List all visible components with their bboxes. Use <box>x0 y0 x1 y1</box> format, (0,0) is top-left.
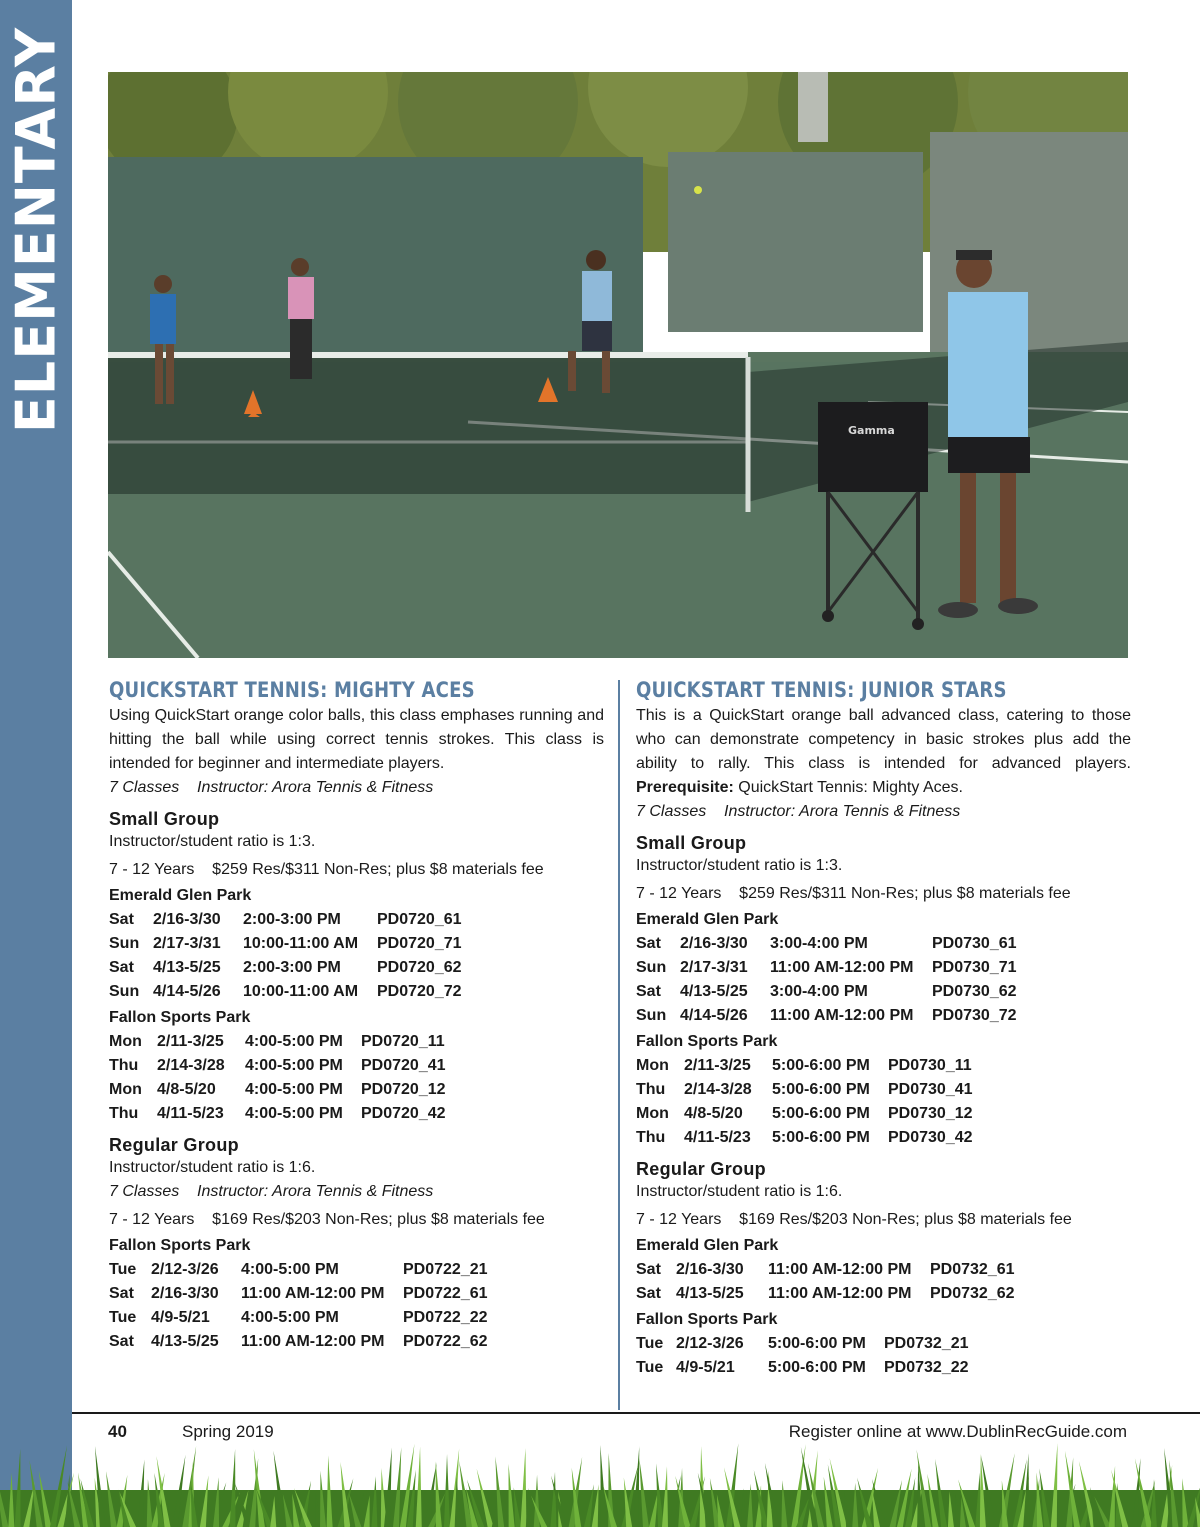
ratio-text: Instructor/student ratio is 1:6. <box>636 1183 843 1200</box>
class-title: QUICKSTART TENNIS: MIGHTY ACES <box>109 678 475 702</box>
page-number: 40 <box>108 1422 127 1441</box>
table-row: Sat 2/16-3/30 11:00 AM-12:00 PM PD0722_61 <box>109 1285 488 1302</box>
price-text: 7 - 12 Years $259 Res/$311 Non-Res; plus $8 materials fee <box>109 861 544 878</box>
park-name: Emerald Glen Park <box>636 1237 779 1254</box>
table-row: Thu 4/11-5/23 4:00-5:00 PM PD0720_42 <box>109 1105 446 1122</box>
price-text: 7 - 12 Years $169 Res/$203 Non-Res; plus $8 materials fee <box>636 1211 1072 1228</box>
ratio-text: Instructor/student ratio is 1:6. <box>109 1159 316 1176</box>
table-row: Mon 2/11-3/25 5:00-6:00 PM PD0730_11 <box>636 1057 972 1074</box>
section-label: ELEMENTARY <box>4 26 68 434</box>
small-group-heading: Small Group <box>636 833 747 853</box>
schedule-table <box>636 932 1017 1028</box>
table-row: Sat 2/16-3/30 11:00 AM-12:00 PM PD0732_61 <box>636 1261 1015 1278</box>
park-name: Emerald Glen Park <box>636 911 779 928</box>
small-group-heading: Small Group <box>109 809 220 829</box>
table-row: Sun 4/14-5/26 10:00-11:00 AM PD0720_72 <box>109 983 462 1000</box>
class-meta: 7 Classes Instructor: Arora Tennis & Fitness <box>109 779 434 796</box>
ratio-text: Instructor/student ratio is 1:3. <box>109 833 316 850</box>
class-mighty-aces <box>109 676 604 1354</box>
column-divider <box>618 680 620 1410</box>
regular-group-heading: Regular Group <box>636 1159 766 1179</box>
regular-group-heading: Regular Group <box>109 1135 239 1155</box>
table-row: Sun 4/14-5/26 11:00 AM-12:00 PM PD0730_72 <box>636 1007 1017 1024</box>
table-row: Mon 4/8-5/20 4:00-5:00 PM PD0720_12 <box>109 1081 446 1098</box>
class-junior-stars <box>636 676 1131 1380</box>
grass-decoration <box>0 1440 1200 1527</box>
schedule-table <box>109 1258 488 1354</box>
schedule-table <box>636 1332 969 1380</box>
price-text: 7 - 12 Years $259 Res/$311 Non-Res; plus $8 materials fee <box>636 885 1071 902</box>
park-name: Fallon Sports Park <box>109 1237 251 1254</box>
table-row: Tue 2/12-3/26 4:00-5:00 PM PD0722_21 <box>109 1261 488 1278</box>
description-text: This is a QuickStart orange ball advanced class, catering to those who can demonstrate competency in basic strokes plus add the ability to rally. This class is intended for advanced players. <box>636 707 1131 772</box>
table-row: Sat 4/13-5/25 11:00 AM-12:00 PM PD0732_62 <box>636 1285 1015 1302</box>
prerequisite-label: Prerequisite: <box>636 779 734 796</box>
schedule-table <box>636 1054 973 1150</box>
cart-brand-text: Gamma <box>848 424 895 437</box>
footer-rule <box>72 1412 1200 1414</box>
park-name: Fallon Sports Park <box>636 1311 778 1328</box>
park-name: Emerald Glen Park <box>109 887 252 904</box>
table-row: Sat 2/16-3/30 3:00-4:00 PM PD0730_61 <box>636 935 1017 952</box>
table-row: Sat 4/13-5/25 3:00-4:00 PM PD0730_62 <box>636 983 1017 1000</box>
class-meta: 7 Classes Instructor: Arora Tennis & Fitness <box>109 1183 434 1200</box>
schedule-table <box>636 1258 1015 1306</box>
table-row: Sun 2/17-3/31 10:00-11:00 AM PD0720_71 <box>109 935 462 952</box>
schedule-table <box>109 1030 446 1126</box>
table-row: Thu 2/14-3/28 5:00-6:00 PM PD0730_41 <box>636 1081 973 1098</box>
tennis-photo <box>108 72 1128 658</box>
season-label: Spring 2019 <box>182 1422 274 1441</box>
prerequisite-text: QuickStart Tennis: Mighty Aces. <box>738 779 963 796</box>
table-row: Mon 4/8-5/20 5:00-6:00 PM PD0730_12 <box>636 1105 973 1122</box>
table-row: Tue 4/9-5/21 5:00-6:00 PM PD0732_22 <box>636 1359 969 1376</box>
register-link[interactable]: Register online at www.DublinRecGuide.com <box>788 1422 1127 1441</box>
schedule-table <box>109 908 462 1004</box>
table-row: Sun 2/17-3/31 11:00 AM-12:00 PM PD0730_71 <box>636 959 1017 976</box>
class-title: QUICKSTART TENNIS: JUNIOR STARS <box>636 678 1007 702</box>
table-row: Sat 4/13-5/25 2:00-3:00 PM PD0720_62 <box>109 959 462 976</box>
table-row: Sat 4/13-5/25 11:00 AM-12:00 PM PD0722_62 <box>109 1333 488 1350</box>
ratio-text: Instructor/student ratio is 1:3. <box>636 857 843 874</box>
class-meta: 7 Classes Instructor: Arora Tennis & Fitness <box>636 803 961 820</box>
table-row: Thu 4/11-5/23 5:00-6:00 PM PD0730_42 <box>636 1129 973 1146</box>
table-row: Sat 2/16-3/30 2:00-3:00 PM PD0720_61 <box>109 911 462 928</box>
table-row: Tue 2/12-3/26 5:00-6:00 PM PD0732_21 <box>636 1335 969 1352</box>
table-row: Mon 2/11-3/25 4:00-5:00 PM PD0720_11 <box>109 1033 445 1050</box>
park-name: Fallon Sports Park <box>636 1033 778 1050</box>
class-description: Using QuickStart orange color balls, this class emphases running and hitting the ball while using correct tennis strokes. This class is intended for beginner and intermediate players. <box>109 707 604 772</box>
class-description <box>636 704 1131 800</box>
table-row: Thu 2/14-3/28 4:00-5:00 PM PD0720_41 <box>109 1057 446 1074</box>
table-row: Tue 4/9-5/21 4:00-5:00 PM PD0722_22 <box>109 1309 488 1326</box>
price-text: 7 - 12 Years $169 Res/$203 Non-Res; plus $8 materials fee <box>109 1211 545 1228</box>
park-name: Fallon Sports Park <box>109 1009 251 1026</box>
